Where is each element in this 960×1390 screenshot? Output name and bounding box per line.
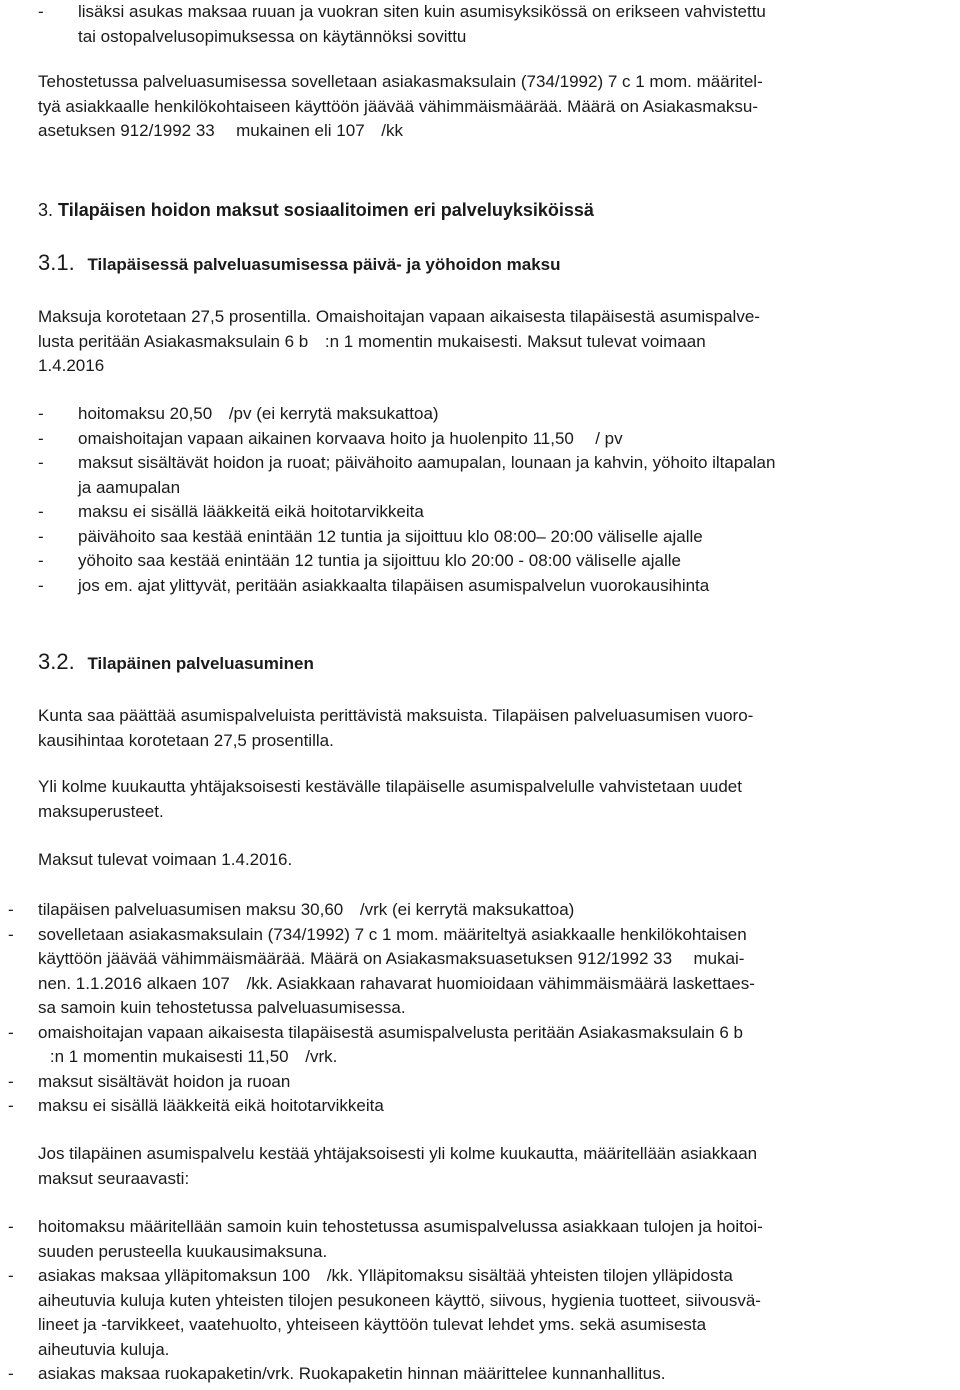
paragraph-3-2-a — [38, 704, 958, 753]
list-dash: - — [8, 1364, 14, 1383]
list-dash: - — [38, 551, 44, 570]
section-number: 3. — [38, 200, 54, 220]
text-line: maksuperusteet. — [38, 801, 164, 821]
text-line: kausihintaa korotetaan 27,5 prosentilla. — [38, 730, 334, 750]
section-number: 3.2. — [38, 649, 75, 674]
text-line: Yli kolme kuukautta yhtäjaksoisesti kestävälle tilapäiselle asumispalvelulle vahvistetaan uudet — [38, 777, 742, 796]
list-dash: - — [8, 1022, 14, 1042]
paragraph-3-2-b — [38, 775, 958, 824]
list-dash: - — [38, 428, 44, 448]
paragraph-3-2-c — [38, 848, 958, 873]
list-item: - maksut sisältävät hoidon ja ruoan — [8, 1070, 958, 1095]
list-dash: - — [8, 1096, 14, 1115]
text-line: 1.4.2016 — [38, 356, 105, 375]
section-number: 3.1. — [38, 250, 75, 275]
list-item: - maksu ei sisällä lääkkeitä eikä hoitotarvikkeita — [8, 1094, 958, 1119]
list-3-1 — [38, 402, 958, 598]
list-item: - omaishoitajan vapaan aikaisesta tilapäisestä asumispalvelusta peritään Asiakasmaksulain 6 b :n 1 momentin mukaisesti 11,50 /vrk. — [8, 1022, 743, 1066]
text-line: Maksuja korotetaan 27,5 prosentilla. Omaishoitajan vapaan aikaisesta tilapäisestä asumispalve- — [38, 307, 760, 326]
list-item: - päivähoito saa kestää enintään 12 tuntia ja sijoittuu klo 08:00– 20:00 väliselle ajalle — [38, 525, 958, 550]
text-line: Tehostetussa palveluasumisessa sovelletaan asiakasmaksulain (734/1992) 7 c 1 mom. määritel- — [38, 72, 763, 91]
text-line: Kunta saa päättää asumispalveluista perittävistä maksuista. Tilapäisen palveluasumisen vuoro- — [38, 706, 754, 725]
list-dash: - — [38, 502, 44, 521]
section-3-heading — [38, 198, 594, 223]
text-line: Jos tilapäinen asumispalvelu kestää yhtäjaksoisesti yli kolme kuukautta, määritellään asiakkaan — [38, 1144, 758, 1163]
list-item: - tilapäisen palveluasumisen maksu 30,60 /vrk (ei kerrytä maksukattoa) — [8, 898, 958, 923]
list-item: - jos em. ajat ylittyvät, peritään asiakkaalta tilapäisen asumispalvelun vuorokausihinta — [38, 574, 958, 599]
list-item: - maksut sisältävät hoidon ja ruoat; päivähoito aamupalan, lounaan ja kahvin, yöhoito iltapalan ja aamupalan — [38, 453, 776, 497]
text-line: maksut seuraavasti: — [38, 1168, 190, 1188]
section-3-2-heading — [38, 650, 314, 677]
list-dash: - — [38, 526, 44, 546]
text-line: tai ostopalvelusopimuksessa on käytännöksi sovittu — [78, 26, 467, 46]
section-3-1-heading — [38, 251, 561, 278]
intro-list-item — [38, 0, 958, 49]
list-item: - asiakas maksaa ruokapaketin/vrk. Ruokapaketin hinnan määrittelee kunnanhallitus. — [8, 1362, 958, 1387]
list-item: - yöhoito saa kestää enintään 12 tuntia ja sijoittuu klo 20:00 - 08:00 väliselle ajalle — [38, 549, 958, 574]
list-dash: - — [8, 900, 14, 919]
list-item: - asiakas maksaa ylläpitomaksun 100 /kk. Ylläpitomaksu sisältää yhteisten tilojen ylläpidosta aiheutuvia kuluja kuten yhteisten tilojen pesukoneen käyttö, siivous, hygienia tuotteet, siivousvä- lineet ja -tarvikkeet, vaatehuolto, yhteiseen käyttöön tulevat lehdet yms. sekä asumisesta aiheutuvia kuluja. — [8, 1266, 761, 1359]
section-title: Tilapäisessä palveluasumisessa päivä- ja yöhoidon maksu — [87, 255, 561, 274]
list-3-2 — [8, 898, 958, 1119]
list-3-2-b — [8, 1215, 958, 1387]
list-dash: - — [8, 1071, 14, 1091]
list-item: - omaishoitajan vapaan aikainen korvaava hoito ja huolenpito 11,50 / pv — [38, 427, 958, 452]
list-dash: - — [38, 575, 44, 595]
list-dash: - — [8, 924, 14, 944]
paragraph-3-2-d — [38, 1142, 958, 1191]
list-dash: - — [38, 404, 44, 423]
list-dash: - — [38, 2, 44, 21]
list-dash: - — [8, 1266, 14, 1285]
text-line: asetuksen 912/1992 33 mukainen eli 107 /kk — [38, 121, 404, 140]
text-line: lusta peritään Asiakasmaksulain 6 b :n 1 momentin mukaisesti. Maksut tulevat voimaan — [38, 331, 706, 351]
list-item: - maksu ei sisällä lääkkeitä eikä hoitotarvikkeita — [38, 500, 958, 525]
list-item: - sovelletaan asiakasmaksulain (734/1992) 7 c 1 mom. määriteltyä asiakkaalle henkilökohtaisen käyttöön jäävää vähimmäismäärää. Määrä on Asiakasmaksuasetuksen 912/1992 33 mukai- nen. 1.1.2016 alkaen 107 /kk. Asiakkaan rahavarat huomioidaan vähimmäismäärä laskettaes- sa samoin kuin tehostetussa palveluasumisessa. — [8, 924, 755, 1017]
text-line: lisäksi asukas maksaa ruuan ja vuokran siten kuin asumisyksikössä on erikseen vahvistettu — [78, 2, 766, 21]
paragraph-3-1 — [38, 305, 958, 379]
list-item: - hoitomaksu määritellään samoin kuin tehostetussa asumispalvelussa asiakkaan tulojen ja hoitoi- suuden perusteella kuukausimaksuna. — [8, 1217, 763, 1261]
list-dash: - — [38, 453, 44, 472]
text-line: tyä asiakkaalle henkilökohtaiseen käyttöön jäävää vähimmäismäärää. Määrä on Asiakasmaksu- — [38, 96, 759, 116]
section-title: Tilapäinen palveluasuminen — [87, 654, 314, 673]
list-dash: - — [8, 1217, 14, 1236]
paragraph-tehostettu — [38, 70, 958, 144]
section-title: Tilapäisen hoidon maksut sosiaalitoimen eri palveluyksiköissä — [58, 200, 594, 220]
text-line: Maksut tulevat voimaan 1.4.2016. — [38, 850, 293, 869]
list-item: - hoitomaksu 20,50 /pv (ei kerrytä maksukattoa) — [38, 402, 958, 427]
